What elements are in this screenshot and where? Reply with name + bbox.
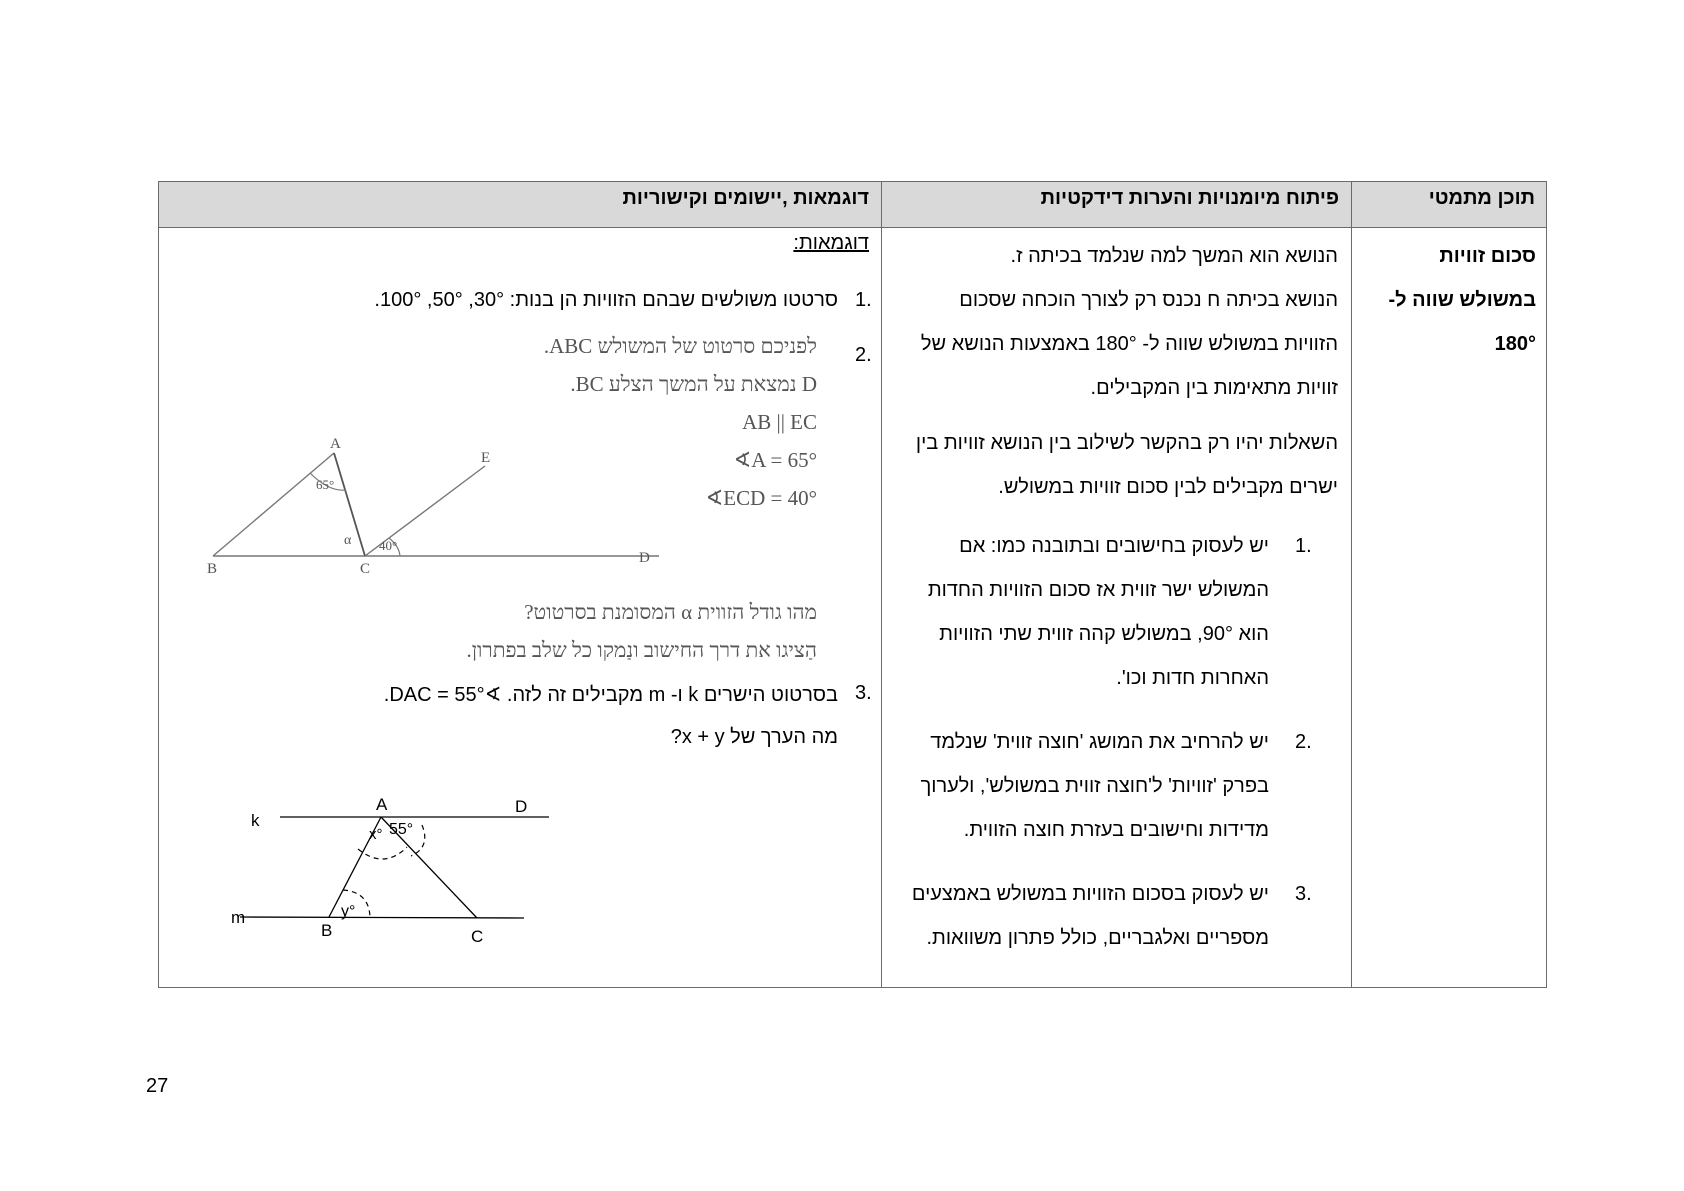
header-skills: פיתוח מיומנויות והערות דידקטיות (1040, 187, 1339, 209)
angle-55-label: 55° (389, 821, 414, 838)
content-line-3: 180° (1494, 333, 1536, 355)
skills-p1-line: הנושא בכיתה ח נכנס רק לצורך הוכחה שסכום (959, 289, 1338, 311)
angle-x-arc (358, 847, 407, 859)
skills-p1-line: הנושא הוא המשך למה שנלמד בכיתה ז. (1010, 245, 1338, 267)
angle-a-label: 65° (316, 477, 335, 492)
skills-p2-line: השאלות יהיו רק בהקשר לשילוב בין הנושא זוויות בין (915, 432, 1338, 454)
column-divider (881, 182, 882, 987)
skills-p1-line: זוויות מתאימות בין המקבילים. (1090, 377, 1338, 399)
skills-item-line: יש לעסוק בחישובים ובתובנה כמו: אם (959, 535, 1269, 557)
header-examples: דוגמאות ,יישומים וקישוריות (622, 187, 869, 209)
example-number: 2. (855, 344, 872, 366)
label-m: m (231, 908, 246, 927)
side-ab (213, 453, 334, 556)
label-c: C (360, 561, 371, 577)
example-2-line: AB || EC (742, 410, 817, 434)
example-2-question: הַציגו את דרך החישוב ונַמקו כל שלב בפתרון. (466, 638, 817, 662)
skills-item-number: 1. (1295, 535, 1312, 557)
example-number: 1. (855, 289, 872, 311)
angle-y-label: y° (341, 903, 356, 920)
angle-c-label: 40° (379, 538, 398, 553)
example-2-line: לפניכם סרטוט של המשולש ABC. (543, 334, 817, 358)
label-k: k (251, 811, 260, 830)
skills-item-line: בפרק 'זוויות' ל'חוצה זווית במשולש', ולערוך (920, 775, 1269, 797)
skills-item-line: האחרות חדות וכו'. (1116, 667, 1269, 689)
example-2-line: ∢ECD = 40° (705, 486, 817, 510)
label-d: D (515, 797, 528, 816)
label-b: B (321, 921, 333, 940)
content-line-1: סכום זוויות (1439, 245, 1536, 267)
angle-x-label: x° (369, 826, 383, 843)
example-1-text: סרטטו משולשים שבהם הזוויות הן בנות: 30°, 50°, 100°. (374, 289, 838, 311)
column-divider (1351, 182, 1352, 987)
example-number: 3. (855, 682, 872, 704)
alpha-label: α (344, 533, 352, 548)
curriculum-table (158, 181, 1547, 988)
parallel-lines-figure (209, 792, 549, 962)
label-b: B (207, 561, 218, 577)
label-e: E (481, 450, 491, 466)
example-2-line: ∢A = 65° (733, 448, 817, 472)
skills-p2-line: ישרים מקבילים לבין סכום זוויות במשולש. (998, 476, 1338, 498)
skills-p1-line: הזוויות במשולש שווה ל- 180° באמצעות הנושא של (920, 333, 1338, 355)
label-c: C (471, 927, 484, 946)
examples-title: דוגמאות: (793, 232, 869, 254)
skills-item-line: המשולש ישר זווית אז סכום הזוויות החדות (927, 579, 1269, 601)
skills-item-number: 2. (1295, 731, 1312, 753)
example-3-line-1: בסרטוט הישרים k ו- m מקבילים זה לזה. ∢DAC = 55°. (383, 684, 838, 706)
skills-item-number: 3. (1295, 883, 1312, 905)
example-3-line-2: מה הערך של x + y? (670, 726, 838, 748)
header-math-content: תוכן מתמטי (1428, 187, 1535, 209)
skills-item-line: יש לעסוק בסכום הזוויות במשולש באמצעים (911, 883, 1269, 905)
label-d: D (639, 550, 650, 566)
skills-item-line: יש להרחיב את המושג 'חוצה זווית' שנלמד (930, 731, 1269, 753)
content-line-2: במשולש שווה ל- (1388, 289, 1536, 311)
line-m (240, 917, 524, 918)
example-2-question: מהו גודל הזווית α המסומנת בסרטוט? (524, 600, 817, 624)
example-2-line: D נמצאת על המשך הצלע BC. (570, 372, 817, 396)
skills-item-line: הוא 90°, במשולש קהה זווית שתי הזוויות (939, 623, 1269, 645)
triangle-figure-1 (199, 432, 659, 582)
label-a: A (376, 795, 388, 814)
page-number: 27 (146, 1075, 169, 1097)
skills-item-line: מדידות וחישובים בעזרת חוצה הזווית. (963, 819, 1269, 841)
skills-item-line: מספריים ואלגבריים, כולל פתרון משוואות. (926, 927, 1269, 949)
label-a: A (330, 436, 341, 452)
